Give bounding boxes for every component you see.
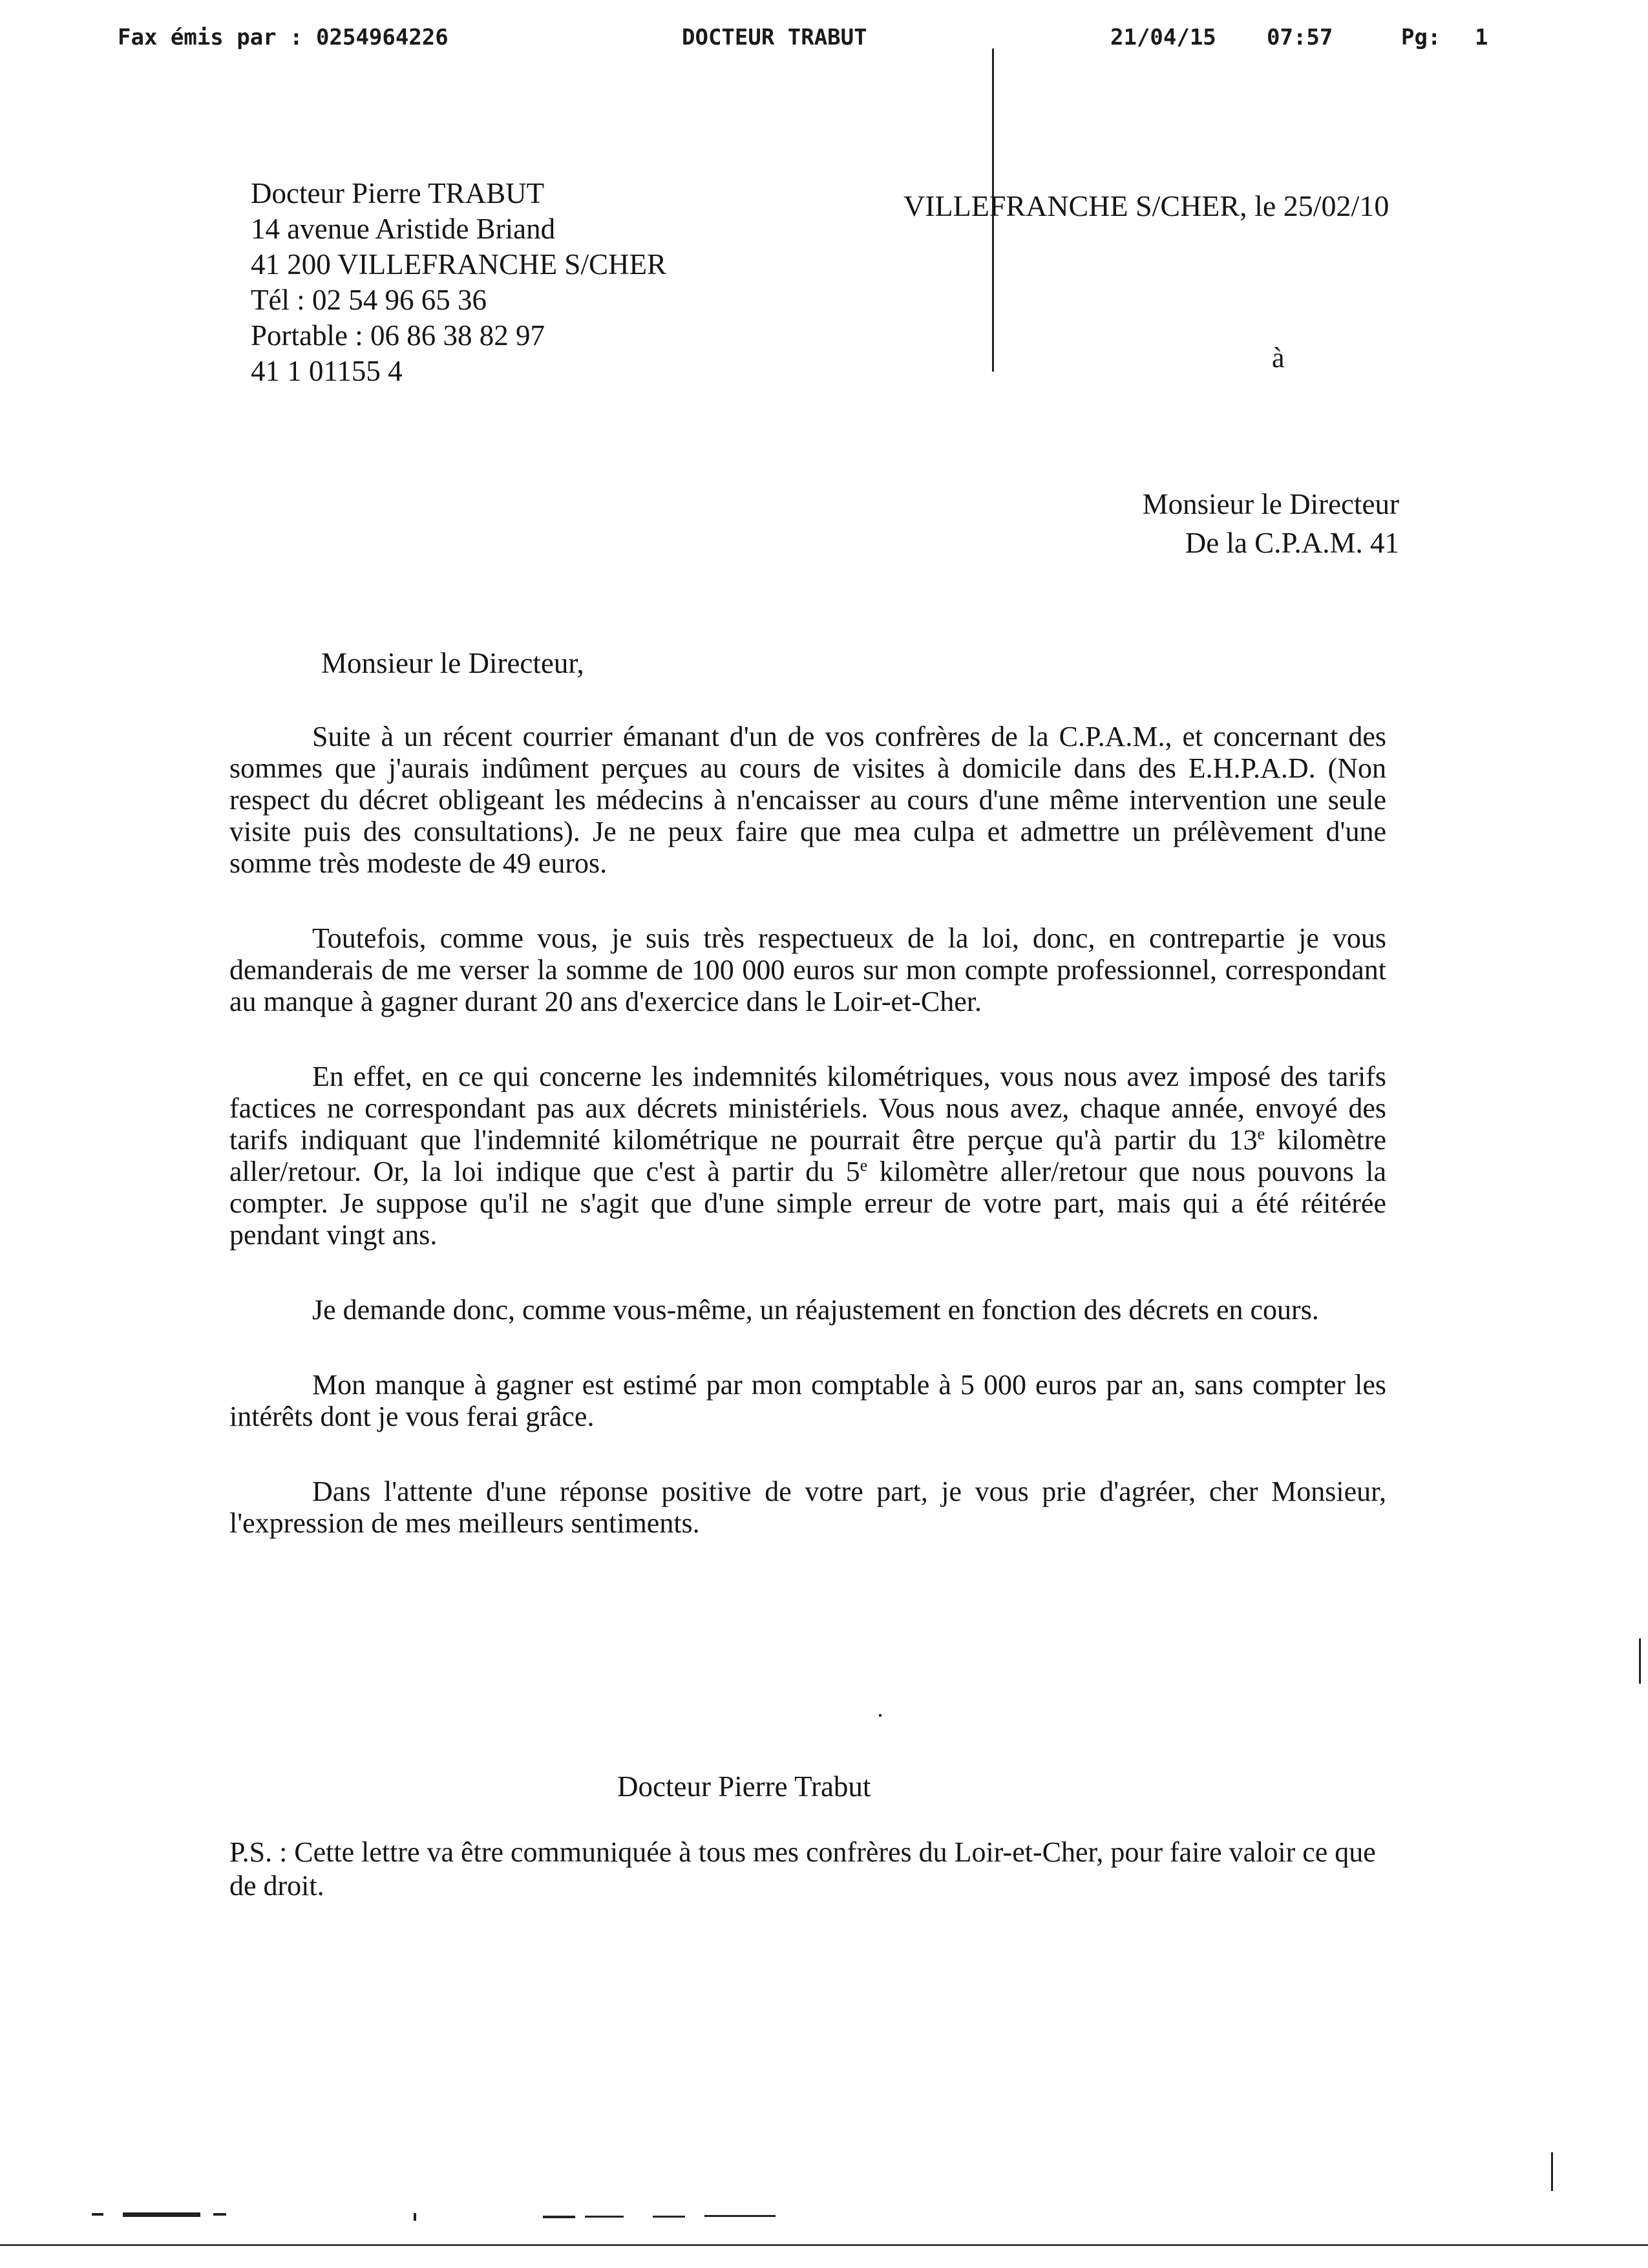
scan-bottom-edge <box>0 2244 1648 2246</box>
fax-page-number: 1 <box>1475 25 1488 50</box>
ordinal-superscript: e <box>1257 1124 1265 1143</box>
scan-mark <box>704 2215 776 2217</box>
sender-mobile: Portable : 06 86 38 82 97 <box>251 319 545 352</box>
paragraph-3-part-b: kilomètre aller/retour. Or, la loi indique que c'est à partir du 5 <box>229 1124 1386 1187</box>
scan-mark <box>543 2216 575 2218</box>
sender-name: Docteur Pierre TRABUT <box>251 177 545 209</box>
fax-header-title: DOCTEUR TRABUT <box>682 25 867 50</box>
fax-time: 07:57 <box>1267 25 1333 50</box>
paragraph-2: Toutefois, comme vous, je suis très respectueux de la loi, donc, en contrepartie je vous demanderais de me verser la somme de 100 000 euros sur mon compte professionnel, correspondant au manque à gagner durant 20 ans d'exercice dans le Loir-et-Cher. <box>229 922 1386 1017</box>
recipient-line1: Monsieur le Directeur <box>1142 488 1399 520</box>
scan-mark <box>879 1714 882 1717</box>
sender-code: 41 1 01155 4 <box>251 355 403 387</box>
salutation: Monsieur le Directeur, <box>321 647 584 679</box>
paragraph-3-part-c: kilomètre aller/retour que nous pouvons la compter. Je suppose qu'il ne s'agit que d'une simple erreur de votre part, mais qui a été réitérée pendant vingt ans. <box>229 1156 1386 1251</box>
paragraph-1: Suite à un récent courrier émanant d'un de vos confrères de la C.P.A.M., et concernant des sommes que j'aurais indûment perçues au cours de visites à domicile dans des E.H.P.A.D. (Non respect du décret obligeant les médecins à n'encaisser au cours d'une même intervention une seule visite puis des consultations). Je ne peux faire que mea culpa et admettre un prélèvement d'une somme très modeste de 49 euros. <box>229 721 1386 879</box>
fax-date: 21/04/15 <box>1110 25 1216 50</box>
letter-body <box>229 721 1386 1582</box>
recipient-line2: De la C.P.A.M. 41 <box>1185 527 1399 559</box>
postscript: P.S. : Cette lettre va être communiquée à tous mes confrères du Loir-et-Cher, pour faire valoir ce que de droit. <box>229 1836 1376 1902</box>
ordinal-superscript: e <box>860 1156 868 1175</box>
fax-header <box>0 25 1648 57</box>
sender-address-block <box>251 176 666 389</box>
scan-mark <box>1639 1638 1641 1684</box>
scan-mark <box>585 2216 624 2218</box>
place-and-date: VILLEFRANCHE S/CHER, le 25/02/10 <box>903 189 1389 222</box>
scan-mark <box>92 2213 103 2216</box>
fax-page-label: Pg: <box>1401 25 1441 50</box>
recipient-preposition: à <box>1272 342 1285 374</box>
paragraph-3-part-a: En effet, en ce qui concerne les indemnités kilométriques, vous nous avez imposé des tarifs factices ne correspondant pas aux décrets ministériels. Vous nous avez, chaque année, envoyé des tarifs indiquant que l'indemnité kilométrique ne pourrait être perçue qu'à partir du 13 <box>229 1061 1386 1156</box>
recipient-block <box>1143 485 1399 562</box>
paragraph-5: Mon manque à gagner est estimé par mon comptable à 5 000 euros par an, sans compter les intérêts dont je vous ferai grâce. <box>229 1369 1386 1432</box>
scan-mark <box>1551 2152 1553 2191</box>
scan-mark <box>213 2213 226 2216</box>
paragraph-4: Je demande donc, comme vous-même, un réajustement en fonction des décrets en cours. <box>312 1294 1319 1326</box>
fax-sender-number: Fax émis par : 0254964226 <box>118 25 449 50</box>
paragraph-6: Dans l'attente d'une réponse positive de votre part, je vous prie d'agréer, cher Monsieur, l'expression de mes meilleurs sentiments. <box>229 1476 1386 1539</box>
paragraph-3 <box>229 1061 1386 1251</box>
sender-address-line2: 41 200 VILLEFRANCHE S/CHER <box>251 248 666 281</box>
scan-mark <box>414 2213 416 2221</box>
sender-phone: Tél : 02 54 96 65 36 <box>251 284 487 316</box>
sender-address-line1: 14 avenue Aristide Briand <box>251 213 556 245</box>
scan-mark <box>653 2216 685 2218</box>
signature-name: Docteur Pierre Trabut <box>617 1770 871 1803</box>
scan-mark <box>123 2212 200 2217</box>
